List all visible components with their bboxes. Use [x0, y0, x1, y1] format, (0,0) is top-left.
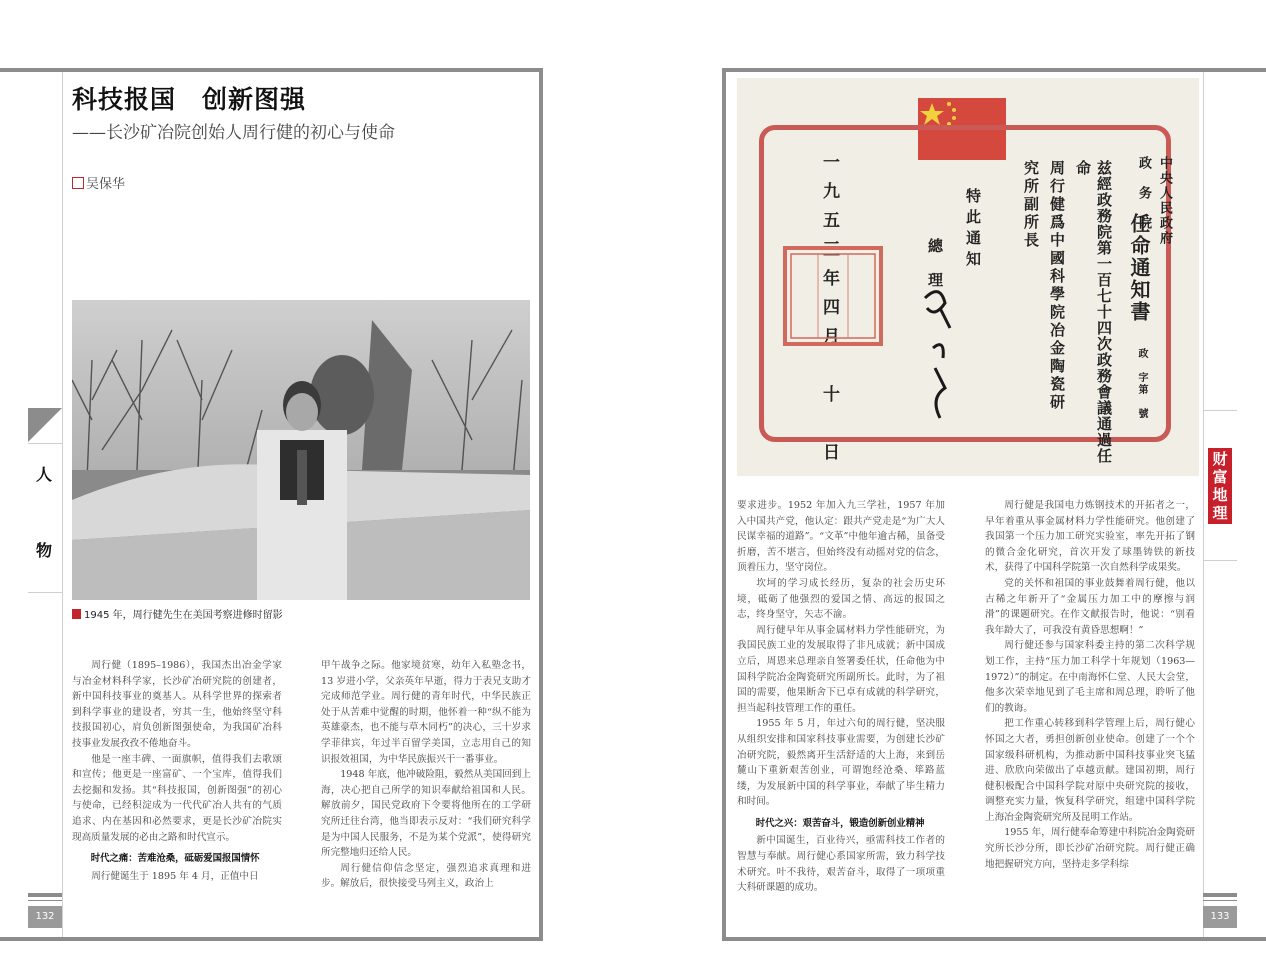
page-number: 133 — [1203, 906, 1237, 928]
author-name: 吴保华 — [86, 177, 126, 192]
text-column-2 — [321, 658, 531, 892]
author-marker-icon — [72, 177, 84, 189]
section-label-1: 人 — [36, 465, 53, 484]
page-number-bar — [1203, 893, 1237, 897]
cert-notice: 特此通知 — [964, 188, 982, 272]
paragraph: 周行健诞生于 1895 年 4 月，正值中日 — [91, 870, 259, 882]
paragraph: 1948 年底，他冲破险阻，毅然从美国回到上海，决心把自己所学的知识奉献给祖国和人民。解放前夕，国民党政府下令要将他所在的工学研究所迁往台湾，他当即表示反对：“我们研究科学是为中国人民服务，不是为某个党派”，使得研究所完整地归还给人民。 — [321, 769, 531, 859]
side-divider — [28, 592, 62, 593]
paragraph: 周行健是我国电力炼钢技术的开拓者之一，早年着重从事金属材料力学性能研究。他创建了我国第一个压力加工研究实验室，率先开拓了钢的微合金化研究，首次开发了球墨铸铁的新技术，获得了中国科学院第一次自然科学成果奖。 — [985, 500, 1195, 574]
historic-portrait-photo — [72, 300, 530, 600]
side-divider — [28, 443, 62, 444]
cert-title: 任命通知書 — [1127, 213, 1151, 323]
text-column-1 — [72, 658, 282, 884]
section-tab-triangle — [28, 408, 62, 442]
appointment-certificate — [737, 78, 1199, 476]
portrait-photo-illustration — [72, 300, 530, 600]
paragraph: 周行健还参与国家科委主持的第二次科学规划工作，主持“压力加工科学十年规划（1963—1972）”的制定。在中南海怀仁堂、人民大会堂，他多次荣幸地见到了毛主席和周总理，聆听了他们的教诲。 — [985, 640, 1195, 714]
cert-council: 政 务 院 — [1136, 156, 1151, 231]
paragraph: 党的关怀和祖国的事业鼓舞着周行健，他以古稀之年新开了“金属压力加工中的摩擦与润滑”的课题研究。在作文献报告时，他说：“别看我年龄大了，可我没有黄昏思想啊！” — [985, 577, 1195, 636]
photo-caption-text: 1945 年，周行健先生在美国考察进修时留影 — [84, 610, 283, 621]
side-divider — [1203, 410, 1237, 411]
section-heading: 时代之兴：艰苦奋斗，锻造创新创业精神 — [755, 817, 925, 829]
paragraph: 周行健早年从事金属材料力学性能研究，为我国民族工业的发展取得了非凡成就；新中国成立后，周恩来总理亲自签署委任状，任命他为中国科学院冶金陶瓷研究所副所长。此时，为了祖国的需要，他果断舍下已卓有成就的科学研究，担当起科技管理工作的重任。 — [737, 624, 945, 714]
text-column-4 — [985, 498, 1195, 872]
article-title: 科技报国 创新图强 — [72, 85, 307, 114]
page-number-bar — [28, 900, 62, 901]
cert-body-line3: 究所副所長 — [1022, 160, 1040, 250]
cert-body-line1: 兹經政務院第一百七十四次政務會議通過任命 — [1074, 160, 1113, 464]
paragraph: 周行健（1895–1986），我国杰出冶金学家与冶金材料科学家，长沙矿冶研究院的创建者，新中国科技事业的奠基人。从科学世界的探索者到科学事业的建设者，穷其一生，他始终坚守科技报国初心，肩负创新图强使命，为我国矿冶科技事业发展孜孜不倦地奋斗。 — [72, 660, 282, 749]
paragraph: 甲午战争之际。他家境贫寒，幼年入私塾念书，13 岁进小学，父亲英年早逝，得力于表兄支助才完成师范学业。周行健的青年时代，中华民族正处于从苦难中觉醒的时期，他怀着一种“纵不能为英雄豪杰，也不能与草木同朽”的决心，三十岁求学菲律宾，年过半百留学美国，立志用自己的知识报效祖国，为中华民族振兴干一番事业。 — [321, 660, 531, 765]
paragraph: 1955 年 5 月，年过六旬的周行健，坚决服从组织安排和国家科技事业需要，为创建长沙矿冶研究院，毅然离开生活舒适的大上海，来到岳麓山下重新艰苦创业，可谓饱经沧桑、筚路蓝缕，为发展新中国的科学事业，奉献了毕生精力和时间。 — [737, 718, 945, 808]
official-seal — [783, 246, 883, 346]
paragraph: 1955 年，周行健奉命筹建中科院冶金陶瓷研究所长沙分所，即长沙矿冶研究院。周行健正确地把握研究方向，坚持走多学科综 — [985, 827, 1195, 870]
page-number-bar — [1203, 900, 1237, 901]
cert-premier-label: 總 理 — [926, 238, 944, 289]
paragraph: 他是一座丰碑、一面旗帜，值得我们去歌颂和宣传；他更是一座富矿、一个宝库，值得我们去挖掘和发扬。其“科技报国，创新图强”的初心与使命，已经积淀成为一代代矿冶人共有的气质追求、内在基因和必然要求，更是长沙矿冶院实现高质量发展的必由之路和时代宣示。 — [72, 753, 282, 843]
paragraph: 周行健信仰信念坚定，强烈追求真理和进步。解放后，很快接受马列主义，政治上 — [321, 862, 531, 890]
caption-marker-icon — [72, 609, 81, 619]
premier-signature-icon — [915, 278, 965, 428]
paragraph: 要求进步。1952 年加入九三学社，1957 年加入中国共产党，他认定：跟共产党走是“为广大人民谋幸福的道路”。“文革”中他年逾古稀，虽备受折磨，苦不堪言，但始终没有动摇对党的信念，顶着压力，坚守岗位。 — [737, 500, 945, 574]
cert-reference: 政 字第 號 — [1136, 348, 1147, 420]
section-label-2: 物 — [36, 541, 53, 560]
paragraph: 把工作重心转移到科学管理上后，周行健心怀国之大者，勇担创新创业使命。创建了一个个国家级科研机构，为推动新中国科技事业突飞猛进、欣欣向荣做出了卓越贡献。建国初期，周行健积极配合中国科学院对原中央研究院的接收，调整充实力量，恢复科学研究，组建中国科学院上海冶金陶瓷研究所及昆明工作站。 — [985, 718, 1195, 823]
paragraph: 坎坷的学习成长经历，复杂的社会历史环境，砥砺了他强烈的爱国之情、高远的报国之志，终身坚守，矢志不渝。 — [737, 577, 945, 621]
text-column-3 — [737, 498, 945, 896]
page-number-bar — [28, 893, 62, 897]
cert-issuer: 中央人民政府 — [1157, 156, 1172, 246]
side-divider — [1203, 560, 1237, 561]
article-subtitle: ——长沙矿冶院创始人周行健的初心与使命 — [72, 123, 395, 143]
cert-date: 一九五三年四月 十 日 — [819, 153, 839, 472]
author-line — [72, 173, 125, 192]
seal-grid — [787, 250, 879, 342]
paragraph: 新中国诞生，百业待兴，亟需科技工作者的智慧与奉献。周行健心系国家所需，致力科学技术研究。叶不我待，艰苦奋斗，取得了一项项重大科研课题的成功。 — [737, 835, 945, 894]
left-side-margin — [0, 72, 63, 937]
page-number: 132 — [28, 906, 62, 928]
photo-caption — [72, 606, 283, 621]
column-tag: 财富地理 — [1208, 448, 1232, 524]
section-heading: 时代之痛：苦难沧桑，砥砺爱国报国情怀 — [90, 853, 260, 865]
cert-body-line2: 周行健爲中國科學院冶金陶瓷研 — [1048, 160, 1066, 412]
